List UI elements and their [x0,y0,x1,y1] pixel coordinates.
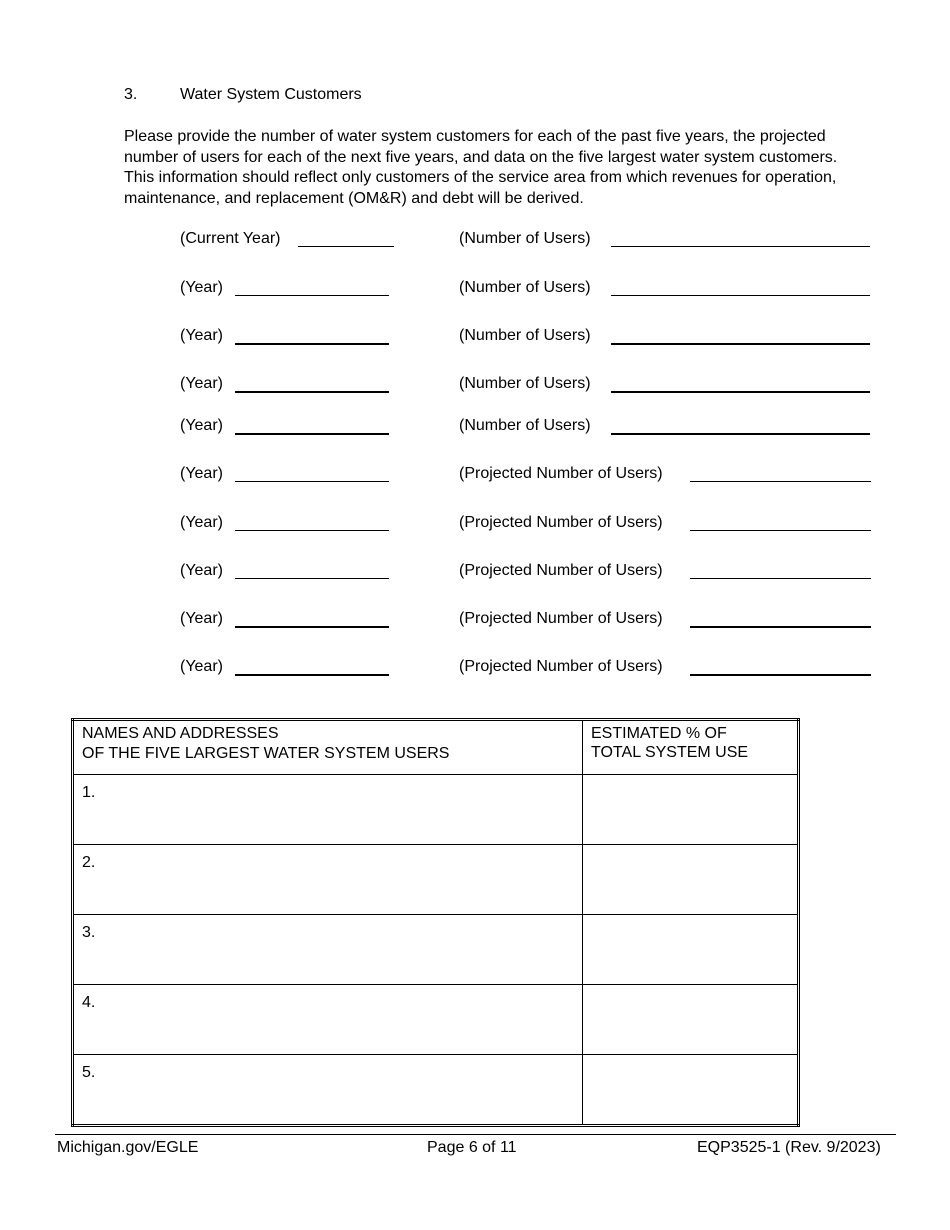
year-field[interactable] [235,562,389,579]
year-field[interactable] [235,417,389,434]
year-label: (Year) [180,562,223,579]
projected-users-field[interactable] [690,562,871,579]
row-number: 3. [82,924,96,941]
year-label: (Year) [180,327,223,344]
table-row [73,1055,799,1126]
projected-users-label: (Projected Number of Users) [459,610,663,627]
projected-users-label: (Projected Number of Users) [459,465,663,482]
table-row [73,775,799,845]
customer-row [0,375,950,399]
section-number: 3. [124,86,138,103]
user-name-cell[interactable] [73,985,583,1055]
projected-users-label: (Projected Number of Users) [459,514,663,531]
table-row [73,985,799,1055]
percent-cell[interactable] [583,845,799,915]
users-field[interactable] [611,279,870,296]
table-row [73,845,799,915]
current-year-field[interactable] [298,230,394,247]
row-number: 2. [82,854,96,871]
customer-row [0,327,950,351]
year-label: (Year) [180,375,223,392]
customer-row [0,417,950,441]
users-label: (Number of Users) [459,230,591,247]
year-field[interactable] [235,465,389,482]
customer-row [0,658,950,682]
year-label: (Year) [180,658,223,675]
year-label: (Year) [180,279,223,296]
user-name-cell[interactable] [73,1055,583,1126]
user-name-cell[interactable] [73,775,583,845]
customer-row [0,610,950,634]
header-line: ESTIMATED % OF [591,725,727,742]
row-number: 4. [82,994,96,1011]
year-field[interactable] [235,327,389,344]
year-label: (Year) [180,514,223,531]
current-year-label: (Current Year) [180,230,281,247]
year-field[interactable] [235,514,389,531]
users-label: (Number of Users) [459,417,591,434]
percent-cell[interactable] [583,915,799,985]
users-field[interactable] [611,417,870,434]
estimated-percent-header [583,720,799,775]
projected-users-field[interactable] [690,658,871,675]
user-name-cell[interactable] [73,915,583,985]
percent-cell[interactable] [583,985,799,1055]
row-number: 1. [82,784,96,801]
footer-divider [55,1134,896,1135]
users-field[interactable] [611,230,870,247]
row-number: 5. [82,1064,96,1081]
form-number: EQP3525-1 (Rev. 9/2023) [697,1139,881,1156]
customer-row [0,562,950,586]
users-label: (Number of Users) [459,327,591,344]
largest-users-table [71,718,800,1127]
users-field[interactable] [611,327,870,344]
header-line: NAMES AND ADDRESSES [82,725,279,742]
section-instructions: Please provide the number of water system customers for each of the past five years, the projected number of users for each of the next five years, and data on the five largest water system customers. This information should reflect only customers of the service area from which revenues for operation, maintenance, and replacement (OM&R) and debt will be derived. [124,128,838,207]
year-label: (Year) [180,417,223,434]
projected-users-field[interactable] [690,514,871,531]
page-number: Page 6 of 11 [427,1139,517,1156]
year-label: (Year) [180,610,223,627]
year-label: (Year) [180,465,223,482]
table-header-row [73,720,799,775]
projected-users-label: (Projected Number of Users) [459,658,663,675]
percent-cell[interactable] [583,1055,799,1126]
customer-row [0,514,950,538]
header-line: TOTAL SYSTEM USE [591,744,749,761]
footer-website: Michigan.gov/EGLE [57,1139,199,1156]
percent-cell[interactable] [583,775,799,845]
customer-row [0,230,950,254]
section-title: Water System Customers [180,86,362,103]
user-name-cell[interactable] [73,845,583,915]
projected-users-field[interactable] [690,465,871,482]
projected-users-field[interactable] [690,610,871,627]
year-field[interactable] [235,658,389,675]
customer-row [0,465,950,489]
projected-users-label: (Projected Number of Users) [459,562,663,579]
year-field[interactable] [235,375,389,392]
users-label: (Number of Users) [459,279,591,296]
names-addresses-header [73,720,583,775]
users-label: (Number of Users) [459,375,591,392]
year-field[interactable] [235,279,389,296]
header-line: OF THE FIVE LARGEST WATER SYSTEM USERS [82,745,450,762]
table-row [73,915,799,985]
year-field[interactable] [235,610,389,627]
users-field[interactable] [611,375,870,392]
customer-row [0,279,950,303]
